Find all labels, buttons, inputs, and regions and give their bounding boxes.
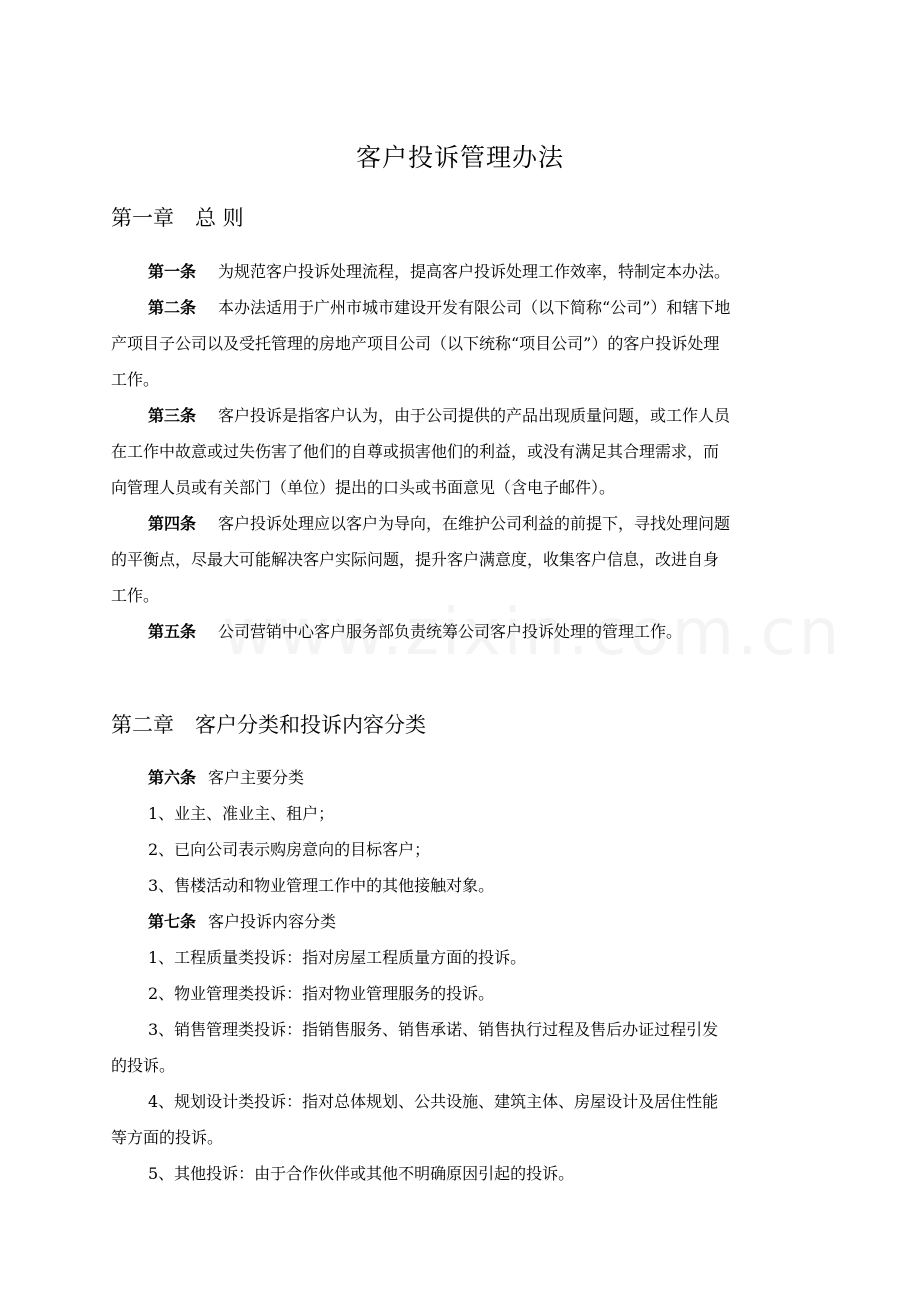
list-item-continuation: 等方面的投诉。 — [111, 1128, 224, 1147]
article-3 — [111, 398, 817, 434]
article-2 — [111, 290, 817, 326]
list-item: 5、其他投诉：由于合作伙伴或其他不明确原因引起的投诉。 — [148, 1164, 575, 1183]
list-item: 3、售楼活动和物业管理工作中的其他接触对象。 — [148, 876, 495, 895]
list-item: 2、已向公司表示购房意向的目标客户； — [148, 840, 431, 859]
article-text-line: 工作。 — [111, 586, 160, 605]
list-item: 1、工程质量类投诉：指对房屋工程质量方面的投诉。 — [148, 948, 527, 967]
article-number: 第六条 — [148, 768, 197, 787]
chapter-1-body — [111, 254, 817, 650]
article-text-line: 工作。 — [111, 370, 160, 389]
article-text: 客户投诉处理应以客户为导向，在维护公司利益的前提下，寻找处理问题 — [218, 514, 731, 533]
chapter-2-body — [111, 760, 817, 1192]
article-text: 客户投诉是指客户认为，由于公司提供的产品出现质量问题，或工作人员 — [218, 406, 731, 425]
article-text-line: 产项目子公司以及受托管理的房地产项目公司（以下统称“项目公司”）的客户投诉处理 — [111, 334, 720, 353]
article-number: 第三条 — [148, 406, 197, 425]
article-text: 本办法适用于广州市城市建设开发有限公司（以下简称“公司”）和辖下地 — [218, 298, 731, 317]
article-4 — [111, 506, 817, 542]
list-item: 4、规划设计类投诉：指对总体规划、公共设施、建筑主体、房屋设计及居住性能 — [148, 1092, 719, 1111]
chapter-2-heading: 第二章 客户分类和投诉内容分类 — [111, 713, 426, 737]
article-text: 公司营销中心客户服务部负责统筹公司客户投诉处理的管理工作。 — [218, 622, 683, 641]
article-text: 客户投诉内容分类 — [208, 912, 337, 931]
article-5 — [111, 614, 817, 650]
article-text-line: 的平衡点，尽最大可能解决客户实际问题，提升客户满意度，收集客户信息，改进自身 — [111, 550, 720, 569]
list-item: 2、物业管理类投诉：指对物业管理服务的投诉。 — [148, 984, 495, 1003]
list-item: 1、业主、准业主、租户； — [148, 804, 335, 823]
article-text-line: 向管理人员或有关部门（单位）提出的口头或书面意见（含电子邮件）。 — [111, 478, 616, 497]
article-text-line: 在工作中故意或过失伤害了他们的自尊或损害他们的利益，或没有满足其合理需求，而 — [111, 442, 720, 461]
article-text: 客户主要分类 — [208, 768, 305, 787]
article-6 — [111, 760, 817, 796]
document-title: 客户投诉管理办法 — [355, 143, 564, 172]
article-number: 第一条 — [148, 262, 197, 281]
article-number: 第五条 — [148, 622, 197, 641]
article-7 — [111, 904, 817, 940]
chapter-1-heading: 第一章 总 则 — [111, 206, 244, 230]
article-number: 第四条 — [148, 514, 197, 533]
list-item-continuation: 的投诉。 — [111, 1056, 176, 1075]
article-number: 第二条 — [148, 298, 197, 317]
article-number: 第七条 — [148, 912, 197, 931]
article-text: 为规范客户投诉处理流程，提高客户投诉处理工作效率，特制定本办法。 — [218, 262, 731, 281]
list-item: 3、销售管理类投诉：指销售服务、销售承诺、销售执行过程及售后办证过程引发 — [148, 1020, 719, 1039]
article-1 — [111, 254, 817, 290]
